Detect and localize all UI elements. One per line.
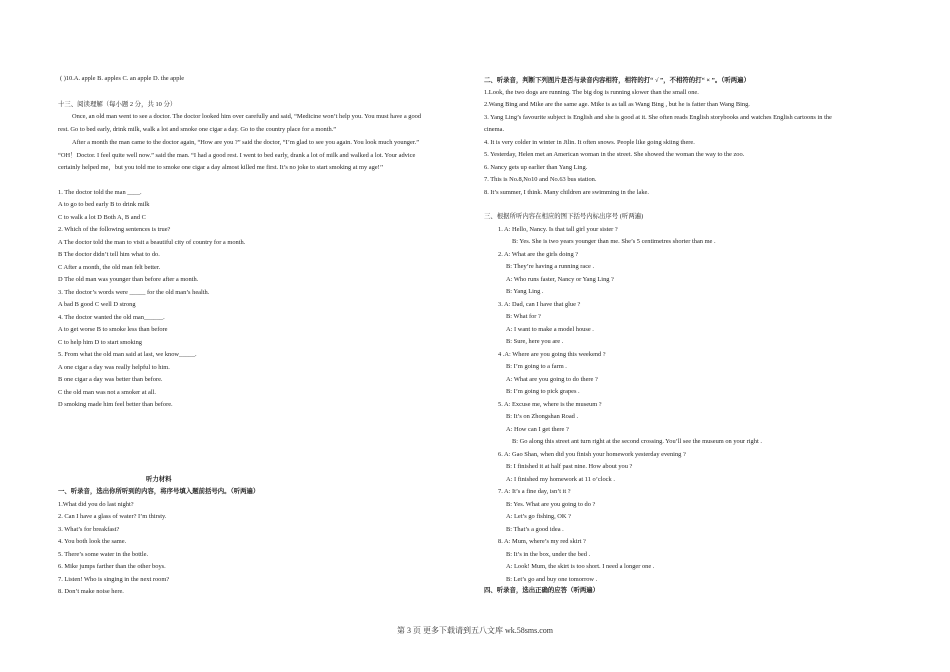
dialogue-line: 2. A: What are the girls doing ? [498,251,579,258]
listening-item: 1.Look, the two dogs are running. The big dog is running slower than the small one. [484,89,699,96]
dialogue-line: B: Sure, here you are . [506,338,564,345]
listening-item: cinema. [484,126,505,133]
part-3-title: 三、根据所听内容在相应的图下括号内标出序号 (听两遍) [484,213,644,220]
listening-item: 3. What’s for breakfast? [58,526,120,533]
passage-line: After a month the man came to the doctor again, “How are you ?” said the doctor, “I’m glad to see you again. You look much younger.” [72,139,420,146]
passage-line: “OH！Doctor. I feel quite well now.” said the man. “I had a good rest. I went to bed early, drank a lot of milk and walked a lot. Your advice [58,152,416,159]
passage-line: certainly helped me，but you told me to smoke one cigar a day almost killed me first. It’s no joke to start smoking at my age!’’ [58,164,384,171]
dialogue-line: B: They’re having a running race . [506,263,595,270]
page-footer: 第 3 页 更多下载请到五八文库 wk.58sms.com [397,626,553,635]
dialogue-line: A: I finished my homework at 11 o’clock . [506,476,615,483]
question-line: 4. The doctor wanted the old man______. [58,314,165,321]
listening-item: 6. Mike jumps farther than the other boys. [58,563,166,570]
question-line: A one cigar a day was really helpful to him. [58,364,170,371]
listening-item: 4. You both look the same. [58,538,127,545]
listening-item: 7. This is No.8,No10 and No.63 bus station. [484,176,597,183]
passage-line: rest. Go to bed early, drink milk, walk a lot and smoke one cigar a day. Go to the country place for a month.” [58,126,337,133]
question-line: A bad B good C well D strong [58,301,136,308]
dialogue-line: B: That’s a good idea . [506,526,564,533]
question-line: B one cigar a day was better than before. [58,376,163,383]
dialogue-line: 5. A: Excuse me, where is the museum ? [498,401,602,408]
dialogue-line: A: Let’s go fishing, OK ? [506,513,571,520]
question-line: A to get worse B to smoke less than before [58,326,168,333]
dialogue-line: 6. A: Gao Shan, when did you finish your homework yesterday evening ? [498,451,686,458]
dialogue-line: B: I’m going to pick grapes . [506,388,580,395]
dialogue-line: B: It’s on Zhongshan Road . [506,413,579,420]
passage-line: Once, an old man went to see a doctor. The doctor looked him over carefully and said, “Medicine won’t help you. You must have a good [72,113,422,120]
dialogue-line: B: I finished it at half past nine. How about you ? [506,463,633,470]
question-line: A to go to bed early B to drink milk [58,201,150,208]
listening-item: 3. Yang Ling’s favourite subject is English and she is good at it. She often reads English storybooks and watches English cartoons in the [484,114,832,121]
dialogue-line: 3. A: Dad, can I have that glue ? [498,301,581,308]
listening-item: 5. Yesterday, Helen met an American woman in the street. She showed the woman the way to the zoo. [484,151,745,158]
question-line: D smoking made him feel better than before. [58,401,173,408]
question-line: 3. The doctor’s words were _____ for the old man’s health. [58,289,210,296]
question-line: C to help him D to start smoking [58,339,142,346]
question-line: D The old man was younger than before after a month. [58,276,199,283]
question-line: A The doctor told the man to visit a beautiful city of country for a month. [58,239,246,246]
dialogue-line: B: It’s in the box, under the bed . [506,551,591,558]
part-1-title: 一、听录音，选出你所听到的内容，将序号填入题前括号内。（听两遍） [58,488,260,495]
dialogue-line: B: Yes. What are you going to do ? [506,501,596,508]
dialogue-line: A: What are you going to do there ? [506,376,598,383]
listening-item: 8. Don’t make noise here. [58,588,124,595]
dialogue-line: 4 .A: Where are you going this weekend ? [498,351,606,358]
section-13-title: 十三、阅读理解（每小题 2 分，共 10 分） [58,101,177,108]
listening-item: 5. There’s some water in the bottle. [58,551,149,558]
listening-item: 1.What did you do last night? [58,501,134,508]
dialogue-line: B: Yes. She is two years younger than me. She’s 5 centimetres shorter than me . [512,238,716,245]
dialogue-line: B: What for ? [506,313,541,320]
listening-item: 2.Wang Bing and Mike are the same age. Mike is as tall as Wang Bing , but he is fatter than Wang Bing. [484,101,750,108]
dialogue-line: B: I’m going to a farm . [506,363,567,370]
dialogue-line: 8. A: Mum, where’s my red skirt ? [498,538,586,545]
question-line: 2. Which of the following sentences is true? [58,226,171,233]
dialogue-line: B: Go along this street ant turn right at the second crossing. You’ll see the museum on your right . [512,438,762,445]
dialogue-line: A: I want to make a model house . [506,326,594,333]
dialogue-line: 7. A: It’s a fine day, isn’t it ? [498,488,571,495]
dialogue-line: B: Let’s go and buy one tomorrow . [506,576,598,583]
question-line: C After a month, the old man felt better. [58,264,161,271]
listening-item: 4. It is very colder in winter in Jilin. It often snows. People like going skiing there. [484,139,695,146]
dialogue-line: B: Yang Ling . [506,288,544,295]
listening-item: 6. Nancy gets up earlier than Yang Ling. [484,164,588,171]
question-line: C the old man was not a smoker at all. [58,389,156,396]
dialogue-line: A: Look! Mum, the skirt is too short. I need a longer one . [506,563,655,570]
question-line: 1. The doctor told the man ____. [58,189,142,196]
dialogue-line: 1. A: Hello, Nancy. Is that tall girl your sister ? [498,226,618,233]
listening-item: 8. It’s summer, I think. Many children are swimming in the lake. [484,189,649,196]
part-2-title: 二、听录音，判断下列图片是否与录音内容相符，相符的打“ √ ”，不相符的打“ × ”。（听两遍） [484,77,750,84]
question-line: C to walk a lot D Both A, B and C [58,214,146,221]
dialogue-line: A: How can I get there ? [506,426,569,433]
listening-item: 2. Can I have a glass of water? I’m thirsty. [58,513,167,520]
part-4-title: 四、听录音，选出正确的应答（听两遍） [484,587,600,594]
question-line: B The doctor didn’t tell him what to do. [58,251,160,258]
question-line: 5. From what the old man said at last, we know_____. [58,351,197,358]
question-10: ( )10.A. apple B. apples C. an apple D. the apple [60,75,185,82]
listening-item: 7. Listen! Who is singing in the next room? [58,576,170,583]
dialogue-line: A: Who runs faster, Nancy or Yang Ling ? [506,276,614,283]
listening-heading: 听力材料 [146,476,172,483]
